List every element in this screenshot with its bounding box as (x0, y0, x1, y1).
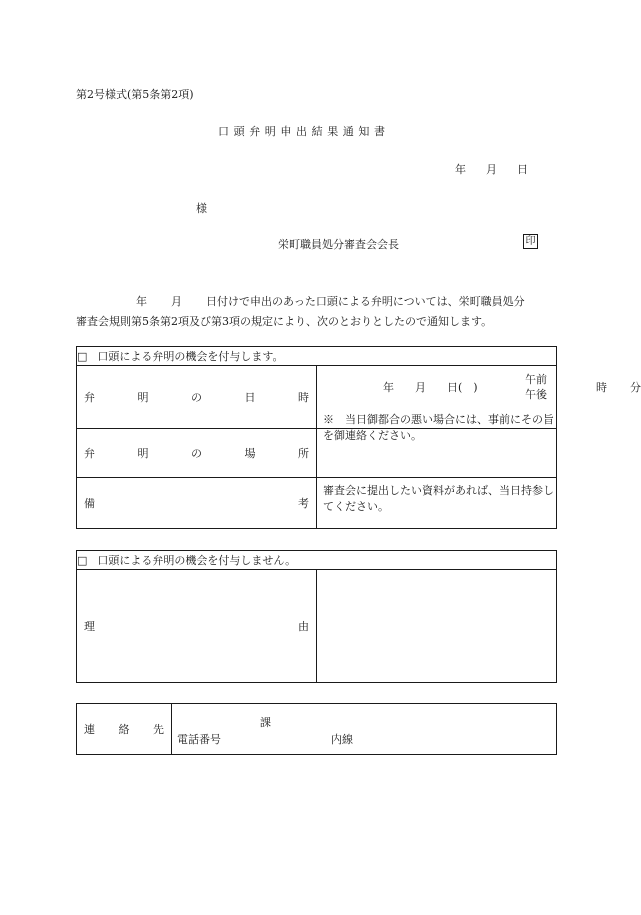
body-month: 月 (171, 295, 182, 308)
dt-minute: 分 (630, 381, 641, 394)
remarks-label-cell (77, 478, 317, 529)
deny-heading: 口頭による弁明の機会を付与しません。 (97, 554, 297, 567)
issuer-name: 栄町職員処分審査会会長 (278, 238, 399, 251)
body-text-line1: 日付けで申出のあった口頭による弁明については、栄町職員処分 (206, 295, 525, 308)
dt-year: 年 (383, 381, 394, 394)
place-label-cell (77, 429, 317, 478)
dt-day: 日( ) (447, 381, 478, 394)
datetime-note: ※ 当日御都合の悪い場合には、事前にその旨を御連絡ください。 (323, 413, 554, 442)
grant-checkbox[interactable]: □ (77, 350, 88, 363)
date-month: 月 (486, 163, 497, 176)
remarks-value-cell[interactable] (317, 478, 557, 529)
deny-section-table (76, 550, 557, 683)
addressee-suffix: 様 (196, 202, 207, 215)
datetime-label-cell (77, 366, 317, 429)
place-label: 弁 明 の 場 所 (84, 447, 309, 460)
contact-row (77, 704, 557, 755)
form-number: 第2号様式(第5条第2項) (76, 88, 194, 101)
contact-section: 課 (260, 716, 271, 729)
contact-label-cell (77, 704, 172, 755)
remarks-label: 備 考 (84, 497, 309, 510)
contact-label: 連 絡 先 (84, 723, 164, 736)
datetime-label: 弁 明 の 日 時 (84, 391, 309, 404)
reason-label-cell (77, 570, 317, 683)
deny-heading-row (77, 551, 557, 570)
body-year: 年 (136, 295, 147, 308)
reason-row (77, 570, 557, 683)
document-title: 口頭弁明申出結果通知書 (218, 125, 390, 138)
grant-heading: 口頭による弁明の機会を付与します。 (97, 350, 284, 363)
contact-extension: 内線 (331, 733, 353, 746)
dt-hour: 時 (596, 381, 607, 394)
dt-pm: 午後 (525, 388, 547, 401)
contact-table (76, 703, 557, 755)
reason-value-cell[interactable] (317, 570, 557, 683)
date-day: 日 (517, 163, 528, 176)
grant-heading-row (77, 347, 557, 366)
issue-date (455, 161, 528, 177)
body-paragraph-line1 (136, 293, 525, 309)
seal-mark: 印 (523, 234, 538, 249)
contact-value-cell[interactable] (172, 704, 557, 755)
remarks-text: 審査会に提出したい資料があれば、当日持参してください。 (323, 484, 554, 513)
datetime-value-cell[interactable] (317, 366, 641, 442)
dt-am: 午前 (525, 373, 547, 386)
contact-phone: 電話番号 (177, 733, 221, 746)
dt-month: 月 (415, 381, 426, 394)
date-year: 年 (455, 163, 466, 176)
deny-checkbox[interactable]: □ (77, 554, 88, 567)
reason-label: 理 由 (84, 620, 309, 633)
datetime-row (77, 366, 557, 429)
remarks-row (77, 478, 557, 529)
body-text-line2: 審査会規則第5条第2項及び第3項の規定により、次のとおりとしたので通知します。 (76, 315, 493, 328)
grant-section-table (76, 346, 641, 529)
